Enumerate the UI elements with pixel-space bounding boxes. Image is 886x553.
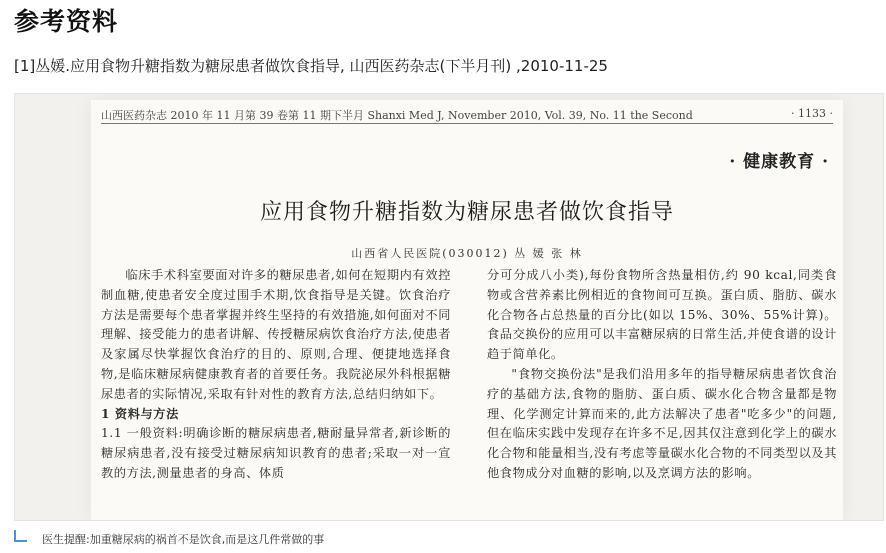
caption-corner-icon (14, 530, 27, 542)
section-tag: · 健康教育 · (729, 152, 829, 172)
running-head (101, 107, 833, 124)
right-column (487, 266, 837, 484)
left-paragraph-2: 1.1 一般资料:明确诊断的糖尿病患者,糖耐量异常者,新诊断的糖尿病患者,没有接受过糖尿病知识教育的患者;采取一对一宣教的方法,测量患者的身高、体质 (101, 426, 451, 480)
right-paragraph-2: "食物交换份法"是我们沿用多年的指导糖尿病患者饮食治疗的基础方法,食物的脂肪、蛋白质、碳水化合物含量都是物理、化学测定计算而来的,此方法解决了患者"吃多少"的问题,但在临床实践中发现存在许多不足,因其仅注意到化学上的碳水化合物和能量相当,没有考虑等量碳水化合物的不同类型以及其他食物成分对血糖的影响,以及烹调方法的影响。 (487, 366, 837, 480)
section-heading: 1 资料与方法 (101, 406, 179, 421)
left-column (101, 266, 451, 484)
page-heading: 参考资料 (14, 7, 119, 36)
running-head-text: 山西医药杂志 2010 年 11 月第 39 卷第 11 期下半月 Shanxi Med J, November 2010, Vol. 39, No. 11 the Second (101, 109, 693, 122)
journal-page (91, 100, 843, 521)
article-byline: 山西省人民医院(030012) 丛 媛 张 林 (351, 247, 583, 260)
left-paragraph-1: 临床手术科室要面对许多的糖尿患者,如何在短期内有效控制血糖,使患者安全度过围手术期,饮食指导是关键。饮食治疗方法是需要每个患者掌握并终生坚持的有效措施,如何面对不同理解、接受能力的患者讲解、传授糖尿病饮食治疗方法,使患者及家属尽快掌握饮食治疗的目的、原则,合理、便捷地选择食物,是临床糖尿病健康教育者的首要任务。我院泌尿外科根据糖尿患者的实际情况,采取有针对性的教育方法,总结归纳如下。 (101, 268, 451, 401)
article-title: 应用食物升糖指数为糖尿患者做饮食指导 (259, 200, 674, 225)
reference-citation[interactable]: [1]丛媛.应用食物升糖指数为糖尿患者做饮食指导, 山西医药杂志(下半月刊) ,2010-11-25 (14, 57, 608, 75)
image-caption (14, 531, 324, 547)
right-paragraph-1: 分可分成八小类),每份食物所含热量相仿,约 90 kcal,同类食物或含营养素比例相近的食物间可互换。蛋白质、脂肪、碳水化合物各占总热量的百分比(如以 15%、30%、55%计算)。食品交换份的应用可以丰富糖尿病的日常生活,并使食谱的设计趋于简单化。 (487, 268, 837, 362)
page-number: · 1133 · (791, 107, 833, 120)
scanned-article-image (14, 93, 884, 521)
caption-text: 医生提醒:加重糖尿病的祸首不是饮食,而是这几件常做的事 (42, 533, 325, 546)
